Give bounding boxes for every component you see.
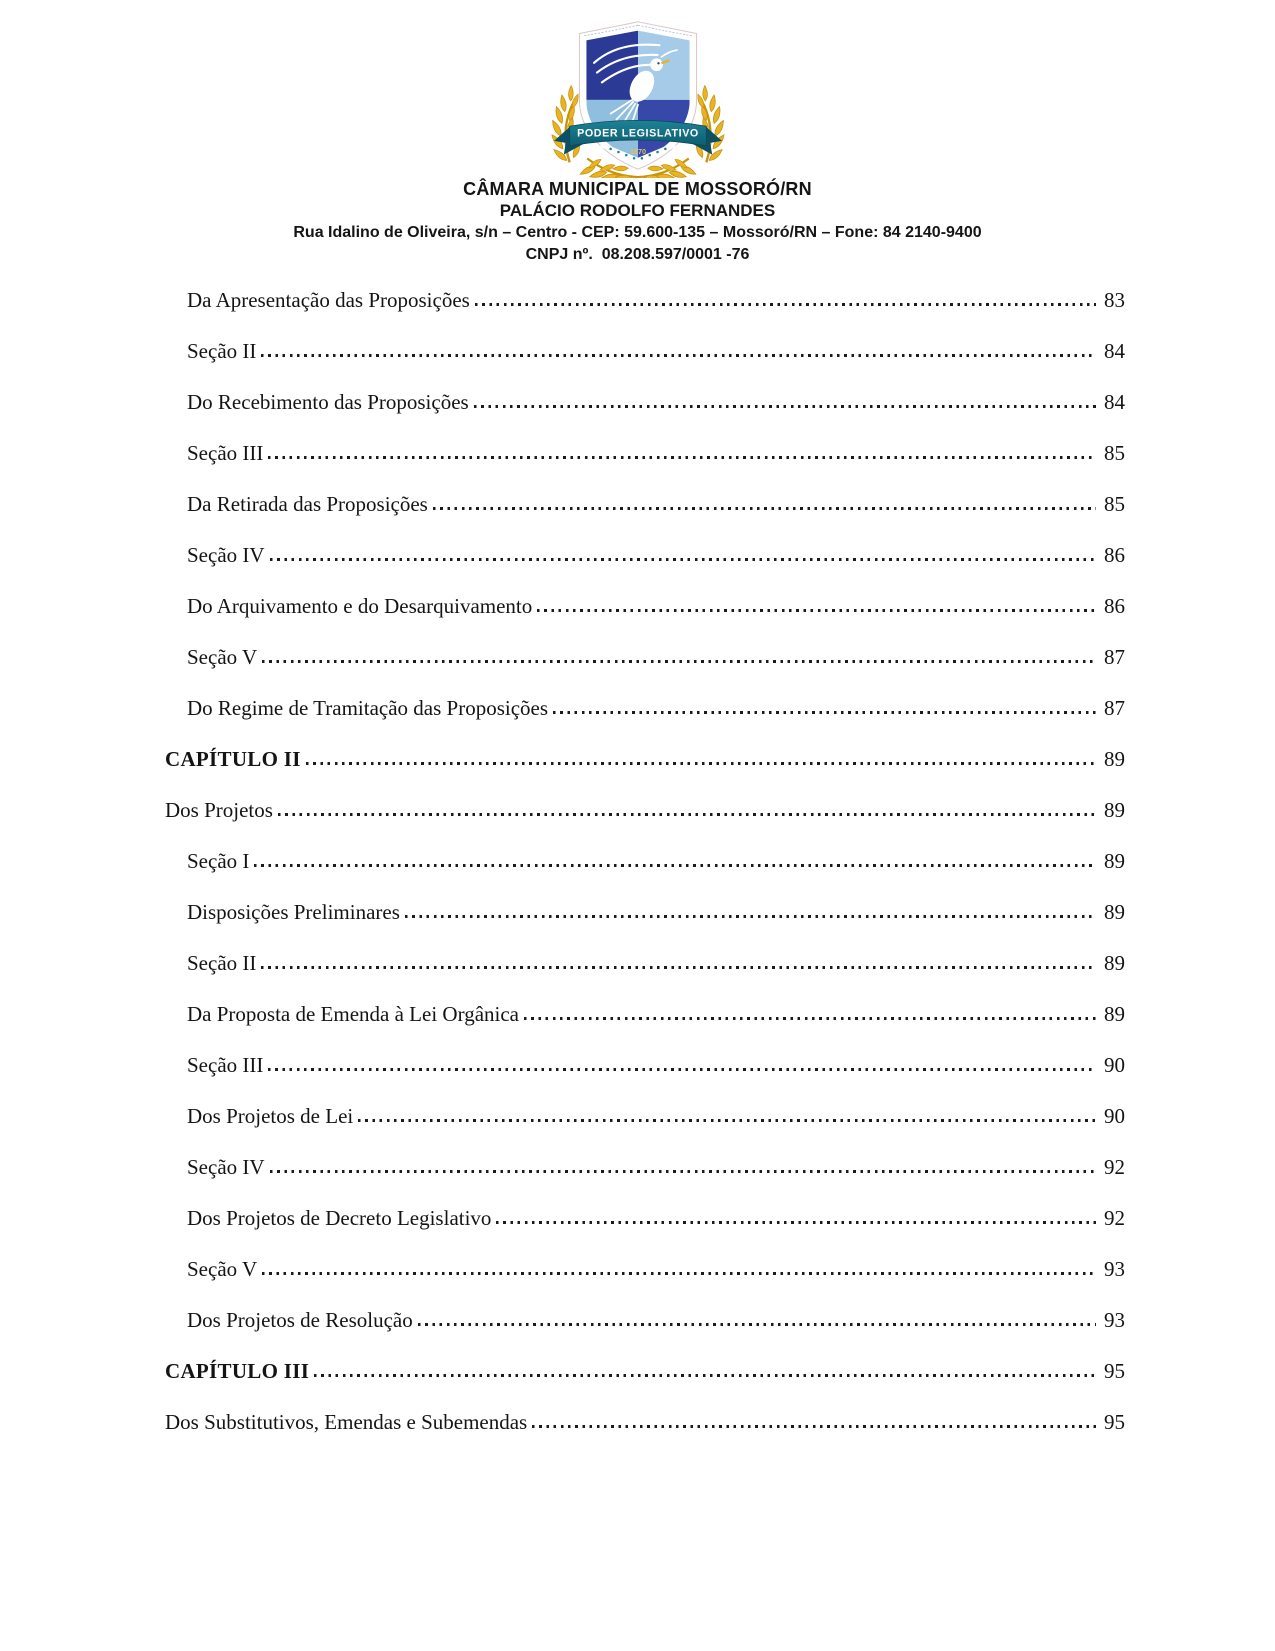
toc-leader-dots [268, 456, 1096, 459]
toc-entry [165, 389, 1125, 415]
toc-entry [165, 1103, 1125, 1129]
toc-leader-dots [314, 1374, 1096, 1377]
toc-entry-label: Dos Projetos de Lei [187, 1104, 354, 1128]
toc-entry-page: 90 [1104, 1053, 1125, 1077]
toc-entry-label: CAPÍTULO III [165, 1359, 310, 1383]
toc-entry [165, 593, 1125, 619]
toc-entry-label: Seção IV [187, 1155, 265, 1179]
toc-entry-page: 95 [1104, 1410, 1125, 1434]
toc-entry-label: Seção III [187, 441, 264, 465]
toc-leader-dots [475, 303, 1096, 306]
toc-entry [165, 440, 1125, 466]
toc-entry-page: 87 [1104, 696, 1125, 720]
toc-entry-label: Da Proposta de Emenda à Lei Orgânica [187, 1002, 519, 1026]
toc-leader-dots [433, 507, 1096, 510]
table-of-contents [165, 287, 1125, 1435]
toc-leader-dots [532, 1425, 1096, 1428]
palace-name: PALÁCIO RODOLFO FERNANDES [499, 201, 776, 220]
toc-entry-page: 89 [1104, 849, 1125, 873]
toc-entry [165, 899, 1125, 925]
toc-entry [165, 695, 1125, 721]
toc-entry [165, 950, 1125, 976]
toc-entry-page: 90 [1104, 1104, 1125, 1128]
toc-entry-label: Da Retirada das Proposições [187, 492, 428, 516]
toc-entry [165, 1001, 1125, 1027]
toc-leader-dots [358, 1119, 1096, 1122]
toc-leader-dots [268, 1068, 1096, 1071]
toc-entry-page: 85 [1104, 441, 1125, 465]
toc-entry-page: 93 [1104, 1308, 1125, 1332]
toc-entry-page: 87 [1104, 645, 1125, 669]
toc-entry [165, 644, 1125, 670]
toc-leader-dots [270, 558, 1096, 561]
toc-leader-dots [270, 1170, 1096, 1173]
toc-entry-page: 86 [1104, 543, 1125, 567]
banner-text: PODER LEGISLATIVO [576, 127, 699, 140]
toc-entry [165, 1154, 1125, 1180]
toc-leader-dots [278, 813, 1096, 816]
toc-leader-dots [254, 864, 1096, 867]
toc-entry-label: Dos Projetos [165, 798, 273, 822]
toc-entry-label: Seção I [187, 849, 250, 873]
toc-entry-page: 92 [1104, 1206, 1125, 1230]
toc-leader-dots [262, 660, 1096, 663]
toc-entry [165, 542, 1125, 568]
toc-entry-page: 89 [1104, 951, 1125, 975]
toc-entry-label: Seção V [187, 1257, 258, 1281]
toc-leader-dots [537, 609, 1096, 612]
toc-entry-page: 95 [1104, 1359, 1125, 1383]
toc-entry-label: Disposições Preliminares [187, 900, 400, 924]
toc-entry-label: Dos Projetos de Resolução [187, 1308, 413, 1332]
org-name: CÂMARA MUNICIPAL DE MOSSORÓ/RN [463, 179, 812, 199]
toc-entry [165, 1307, 1125, 1333]
toc-entry-page: 93 [1104, 1257, 1125, 1281]
toc-leader-dots [262, 1272, 1096, 1275]
toc-entry-label: Dos Substitutivos, Emendas e Subemendas [165, 1410, 528, 1434]
toc-entry-page: 84 [1104, 390, 1125, 414]
toc-entry [165, 746, 1125, 772]
toc-entry [165, 1052, 1125, 1078]
toc-leader-dots [418, 1323, 1096, 1326]
toc-entry-page: 89 [1104, 1002, 1125, 1026]
toc-entry-page: 84 [1104, 339, 1125, 363]
toc-entry-page: 92 [1104, 1155, 1125, 1179]
toc-entry [165, 1358, 1125, 1384]
founding-year: 1870 [629, 147, 646, 157]
toc-leader-dots [261, 966, 1096, 969]
toc-entry [165, 848, 1125, 874]
toc-entry-label: Seção IV [187, 543, 265, 567]
toc-entry-label: Da Apresentação das Proposições [187, 288, 470, 312]
toc-leader-dots [524, 1017, 1096, 1020]
toc-entry [165, 1409, 1125, 1435]
toc-entry-label: Dos Projetos de Decreto Legislativo [187, 1206, 492, 1230]
toc-entry-page: 83 [1104, 288, 1125, 312]
toc-leader-dots [496, 1221, 1096, 1224]
toc-entry-label: Do Regime de Tramitação das Proposições [187, 696, 549, 720]
toc-entry [165, 1256, 1125, 1282]
toc-entry-page: 85 [1104, 492, 1125, 516]
toc-entry [165, 491, 1125, 517]
toc-entry-page: 86 [1104, 594, 1125, 618]
letterhead [0, 0, 1275, 266]
toc-entry-label: Seção II [187, 339, 257, 363]
toc-entry [165, 1205, 1125, 1231]
toc-entry-page: 89 [1104, 798, 1125, 822]
toc-entry-page: 89 [1104, 747, 1125, 771]
toc-entry-label: Seção V [187, 645, 258, 669]
toc-entry [165, 338, 1125, 364]
cnpj-line: CNPJ nº. 08.208.597/0001 -76 [525, 246, 750, 263]
toc-entry-label: CAPÍTULO II [165, 747, 301, 771]
toc-entry [165, 797, 1125, 823]
toc-entry [165, 287, 1125, 313]
address-line: Rua Idalino de Oliveira, s/n – Centro - CEP: 59.600-135 – Mossoró/RN – Fone: 84 2140-9400 [293, 224, 982, 241]
toc-leader-dots [306, 762, 1096, 765]
toc-leader-dots [474, 405, 1096, 408]
toc-entry-label: Seção III [187, 1053, 264, 1077]
toc-entry-label: Do Arquivamento e do Desarquivamento [187, 594, 533, 618]
toc-entry-page: 89 [1104, 900, 1125, 924]
toc-leader-dots [261, 354, 1096, 357]
toc-entry-label: Seção II [187, 951, 257, 975]
coat-of-arms-icon [540, 14, 736, 178]
toc-leader-dots [553, 711, 1096, 714]
toc-leader-dots [405, 915, 1096, 918]
camara-logo [0, 14, 1275, 178]
toc-entry-label: Do Recebimento das Proposições [187, 390, 469, 414]
